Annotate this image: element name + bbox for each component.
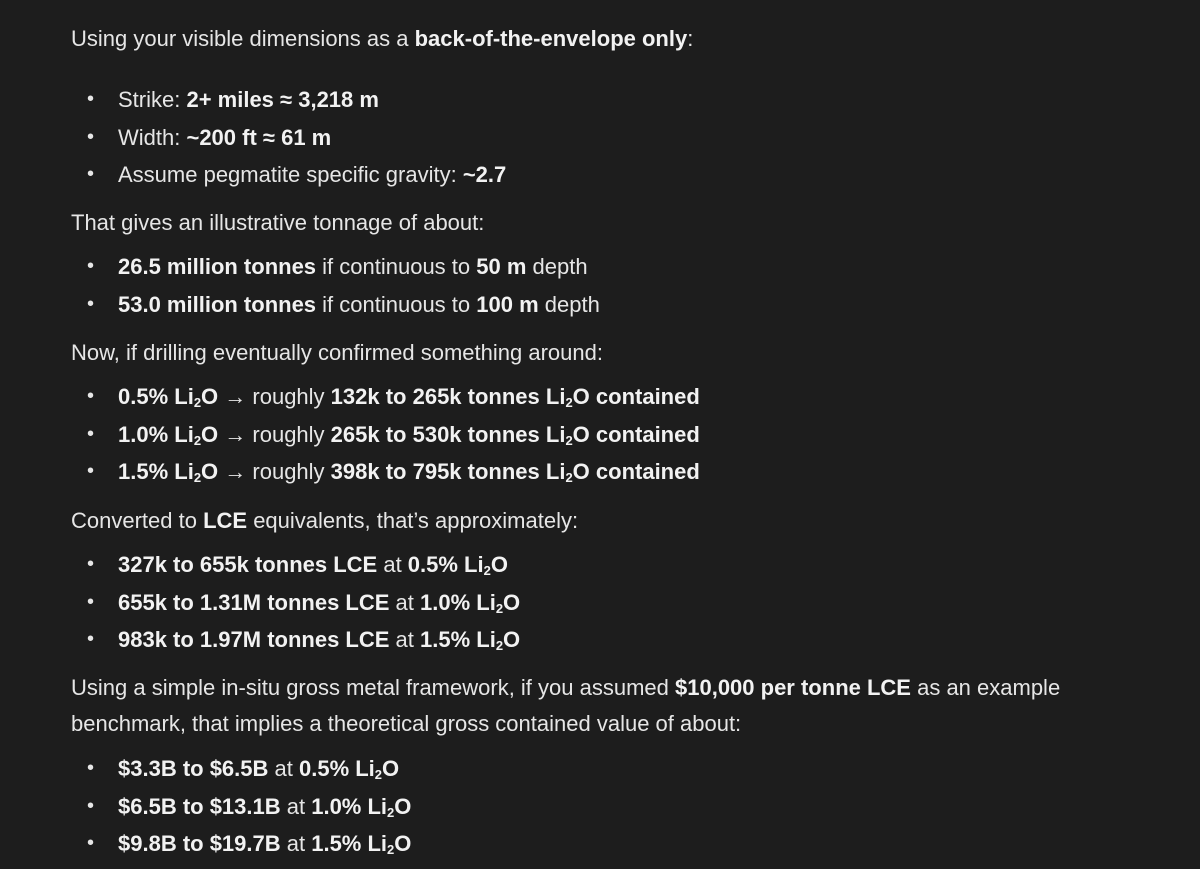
tonnage-depth: 50 m [476,254,527,279]
bullet-icon: • [87,553,95,575]
bullet-icon: • [87,590,95,613]
grade-label: 1.5% $Li_2O$ [118,459,219,485]
bullet-icon: • [87,163,95,185]
at-text: at [280,831,312,856]
list-item [71,378,700,416]
item-label: Assume pegmatite specific gravity: [118,162,463,187]
list-item [71,788,411,826]
bullet-icon: • [87,88,95,110]
list-item [71,621,520,659]
list-item [71,546,520,584]
at-text: at [389,627,420,652]
list-item [71,825,411,863]
contained-range: 132k to 265k tonnes $Li_2O$ contained [330,384,700,410]
lce-range: 655k to 1.31M tonnes LCE [118,589,390,615]
grade-label: 0.5% $Li_2O$ [407,552,508,578]
value-intro-bold: $10,000 per tonne LCE [675,675,911,700]
tonnage-tail: depth [526,254,588,279]
list-item [71,286,600,324]
item-value: ~200 ft ≈ 61 m [186,124,332,150]
tonnage-amount: 53.0 million tonnes [118,291,317,317]
grade-label: 1.0% $Li_2O$ [311,793,412,820]
bullet-icon: • [87,292,95,315]
list-item [71,248,600,286]
list-item [71,119,506,157]
bullet-icon: • [87,422,95,445]
value-intro-tail: as an example benchmark, that implies a theoretical gross contained value of about: [71,675,1061,736]
contained-range: 265k to 530k tonnes $Li_2O$ contained [330,421,700,448]
tonnage-intro: That gives an illustrative tonnage of about: [71,210,485,235]
value-range: $3.3B to $6.5B [118,756,269,781]
at-text: at [280,793,312,819]
value-intro-text: Using a simple in-situ gross metal framework, if you assumed [71,675,675,700]
bullet-icon: • [87,255,95,277]
bullet-icon: • [87,125,95,148]
drilling-intro: Now, if drilling eventually confirmed something around: [71,340,603,365]
lce-intro-tail: equivalents, that’s approximately: [247,508,579,533]
at-text: at [268,756,299,781]
arrow-text: → roughly [218,459,331,484]
value-range: $6.5B to $13.1B [118,793,281,819]
list-item [71,416,700,454]
bullet-icon: • [87,757,95,779]
lce-list [71,546,520,659]
grade-label: 1.0% $Li_2O$ [118,421,219,448]
bullet-icon: • [87,385,95,407]
bullet-icon: • [87,832,95,854]
grade-label: 0.5% $Li_2O$ [118,384,219,410]
values-list [71,750,411,863]
lce-intro-text: Converted to [71,508,204,533]
tonnage-depth: 100 m [476,291,539,317]
arrow-text: → roughly [218,421,331,447]
intro-bold: back-of-the-envelope only [414,26,688,51]
intro-text: Using your visible dimensions as a [71,26,415,51]
list-item [71,156,506,194]
lce-intro [71,503,578,539]
intro-paragraph [71,21,693,57]
lce-intro-bold: LCE [203,508,248,533]
value-intro [71,670,1161,742]
grade-label: 0.5% $Li_2O$ [298,756,400,782]
bullet-icon: • [87,628,95,650]
tonnage-tail: depth [538,291,600,317]
tonnage-text: if continuous to [316,291,477,317]
grades-list [71,378,700,491]
tonnage-list [71,248,600,323]
item-value: 2+ miles ≈ 3,218 m [186,87,379,112]
item-label: Width: [118,124,187,150]
lce-range: 327k to 655k tonnes LCE [118,552,378,577]
item-label: Strike: [118,87,187,112]
intro-tail: : [687,26,694,51]
tonnage-amount: 26.5 million tonnes [118,254,317,279]
arrow-text: → roughly [218,384,331,409]
grade-label: 1.5% $Li_2O$ [420,627,521,653]
bullet-icon: • [87,460,95,482]
value-range: $9.8B to $19.7B [118,831,281,856]
at-text: at [377,552,408,577]
grade-label: 1.5% $Li_2O$ [311,831,412,857]
list-item [71,81,506,119]
at-text: at [389,589,420,615]
lce-range: 983k to 1.97M tonnes LCE [118,627,390,652]
grade-label: 1.0% $Li_2O$ [420,589,521,616]
tonnage-text: if continuous to [316,254,477,279]
list-item [71,453,700,491]
item-value: ~2.7 [462,162,507,187]
bullet-icon: • [87,794,95,817]
list-item [71,584,520,622]
dimensions-list [71,81,506,194]
list-item [71,750,411,788]
contained-range: 398k to 795k tonnes $Li_2O$ contained [330,459,700,485]
